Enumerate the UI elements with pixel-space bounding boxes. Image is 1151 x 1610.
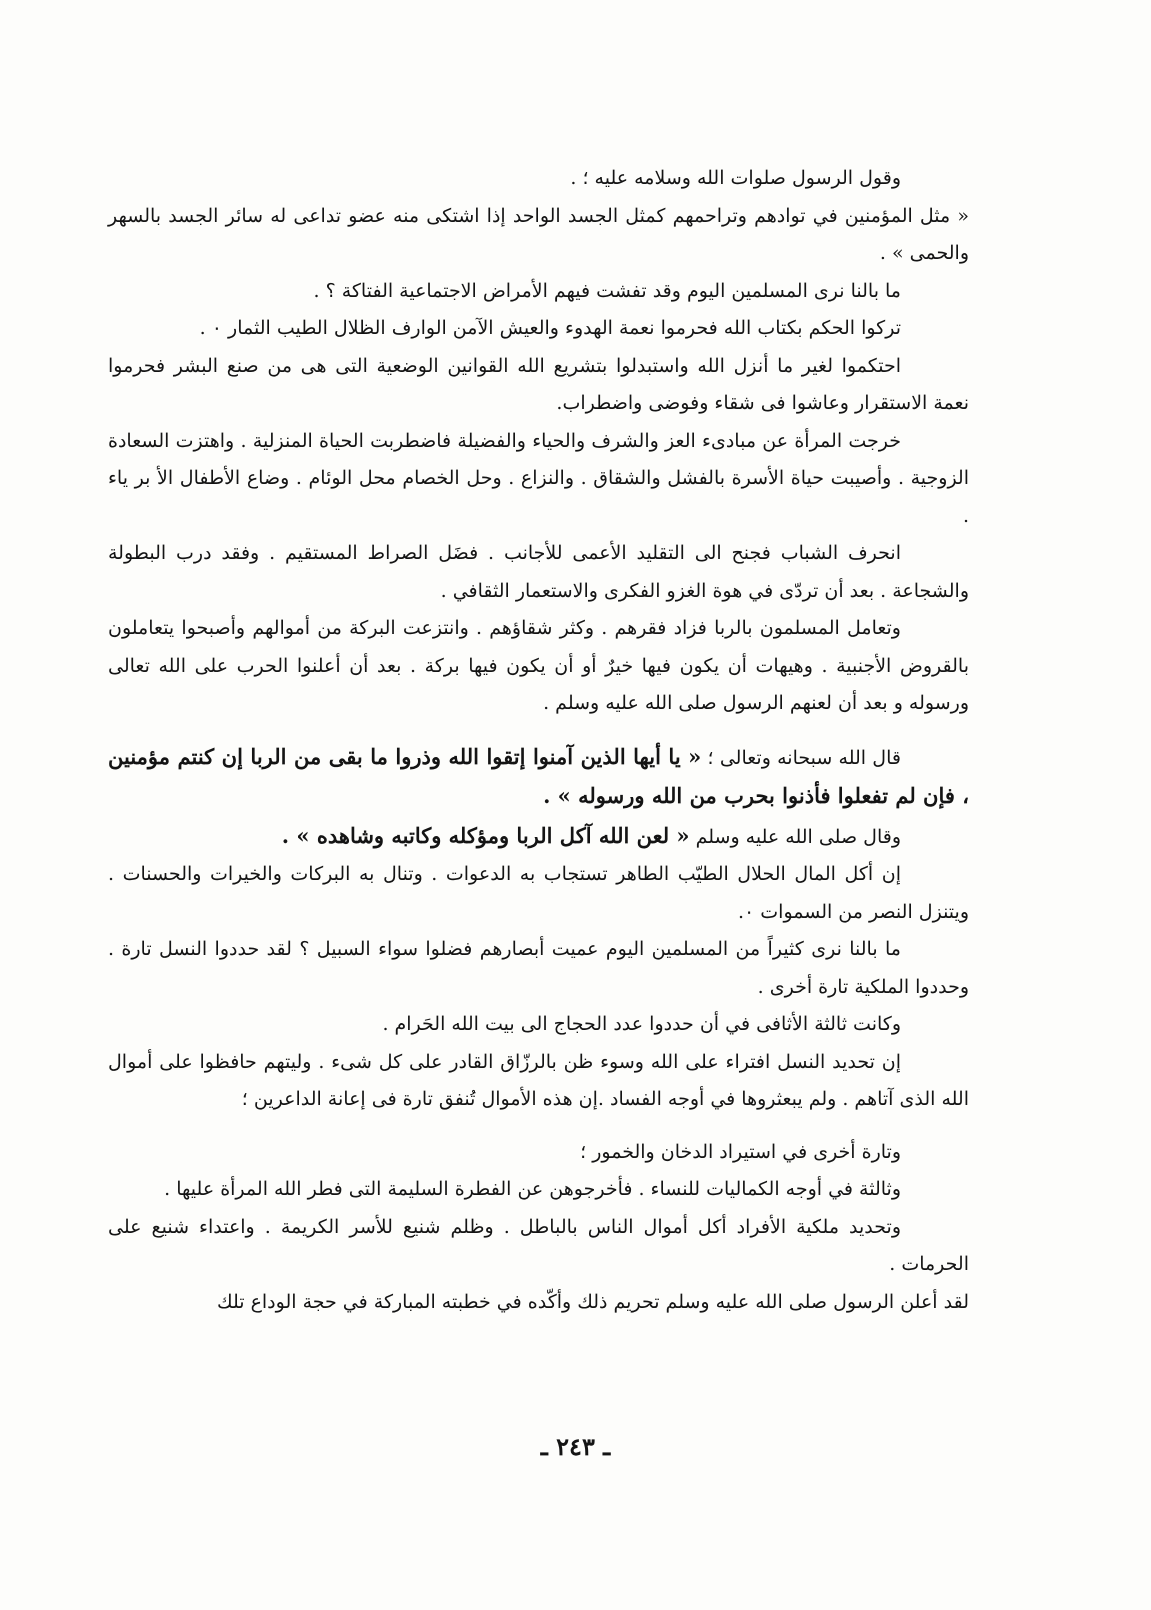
paragraph-pilgrims: وكانت ثالثة الأثافى في أن حددوا عدد الحجاج الى بيت الله الحَرام . <box>382 1013 901 1035</box>
paragraph-halal-money: إن أكل المال الحلال الطيّب الطاهر تستجاب به الدعوات . وتنال به البركات والخيرات والحسنات . ويتنزل النصر من السموات ٠. <box>108 863 969 923</box>
verse-text: « يا أيها الذين آمنوا إتقوا الله وذروا ما بقى من الربا إن كنتم مؤمنين ، فإن لم تفعلوا فأذنوا بحرب من الله ورسوله » . <box>108 743 969 808</box>
paragraph-woman: خرجت المرأة عن مبادىء العز والشرف والحياء والفضيلة فاضطربت الحياة المنزلية . واهتزت السعادة الزوجية . وأصيبت حياة الأسرة بالفشل والشقاق . والنزاع . وحل الخصام محل الوئام . وضاع الأطفال الأ بر ياء . <box>108 429 969 527</box>
paragraph-quran-verse <box>108 738 969 817</box>
paragraph-birth-control: إن تحديد النسل افتراء على الله وسوء ظن بالرزّاق القادر على كل شىء . وليتهم حافظوا على أموال الله الذى آتاهم . ولم يبعثروها في أوجه الفساد .إن هذه الأموال تُنفق تارة فى إعانة الداعرين ؛ <box>108 1050 969 1110</box>
paragraph-youth: انحرف الشباب فجنح الى التقليد الأعمى للأجانب . فضَل الصراط المستقيم . وفقد درب البطولة والشجاعة . بعد أن تردّى في هوة الغزو الفكرى والاستعمار الثقافي . <box>108 542 969 602</box>
paragraph-usury: وتعامل المسلمون بالربا فزاد فقرهم . وكثر شقاؤهم . وانتزعت البركة من أموالهم وأصبحوا يتعاملون بالقروض الأجنبية . وهيهات أن يكون فيها خيرٌ أو أن يكون فيها بركة . بعد أن أعلنوا الحرب على الله تعالى ورسوله و بعد أن لعنهم الرسول صلى الله عليه وسلم . <box>108 617 969 714</box>
paragraph-man-made-laws: احتكموا لغير ما أنزل الله واستبدلوا بتشريع الله القوانين الوضعية التى هى من صنع البشر فحرموا نعمة الاستقرار وعاشوا فى شقاء وفوضى واضطراب. <box>108 354 969 414</box>
paragraph-tobacco: وتارة أخرى في استيراد الدخان والخمور ؛ <box>580 1140 901 1163</box>
paragraph-farewell-sermon: لقد أعلن الرسول صلى الله عليه وسلم تحريم ذلك وأكّده في خطبته المباركة في حجة الوداع تلك <box>216 1290 969 1313</box>
paragraph-hadith-quote: « مثل المؤمنين في توادهم وتراحمهم كمثل الجسد الواحد إذا اشتكى منه عضو تداعى له سائر الجسد بالسهر والحمى » . <box>108 204 969 264</box>
paragraph-left-judgment: تركوا الحكم بكتاب الله فحرموا نعمة الهدوء والعيش الآمن الوارف الظلال الطيب الثمار ٠ . <box>199 317 901 339</box>
paragraph-limit-birth: ما بالنا نرى كثيراً من المسلمين اليوم عميت أبصارهم فضلوا سواء السبيل ؟ لقد حددوا النسل تارة . وحددوا الملكية تارة أخرى . <box>108 938 969 998</box>
paragraph-diseases-question: ما بالنا نرى المسلمين اليوم وقد تفشت فيهم الأمراض الاجتماعية الفتاكة ؟ . <box>313 279 901 302</box>
paragraph-prophet-saying <box>108 817 969 857</box>
paragraph-luxuries: وثالثة في أوجه الكماليات للنساء . فأخرجوهن عن الفطرة السليمة التى فطر الله المرأة عليها . <box>164 1178 901 1200</box>
hadith-intro: وقال صلى الله عليه وسلم <box>689 825 901 848</box>
paragraph-property: وتحديد ملكية الأفراد أكل أموال الناس بالباطل . وظلم شنيع للأسر الكريمة . واعتداء شنيع على الحرمات . <box>108 1215 969 1275</box>
paragraph-hadith-intro: وقول الرسول صلوات الله وسلامه عليه ؛ . <box>570 167 901 189</box>
body-text <box>108 160 969 1321</box>
verse-intro: قال الله سبحانه وتعالى ؛ <box>701 746 901 769</box>
hadith-text: « لعن الله آكل الربا ومؤكله وكاتبه وشاهده » . <box>281 822 690 848</box>
page-number: ـ ٢٤٣ ـ <box>540 1432 611 1461</box>
